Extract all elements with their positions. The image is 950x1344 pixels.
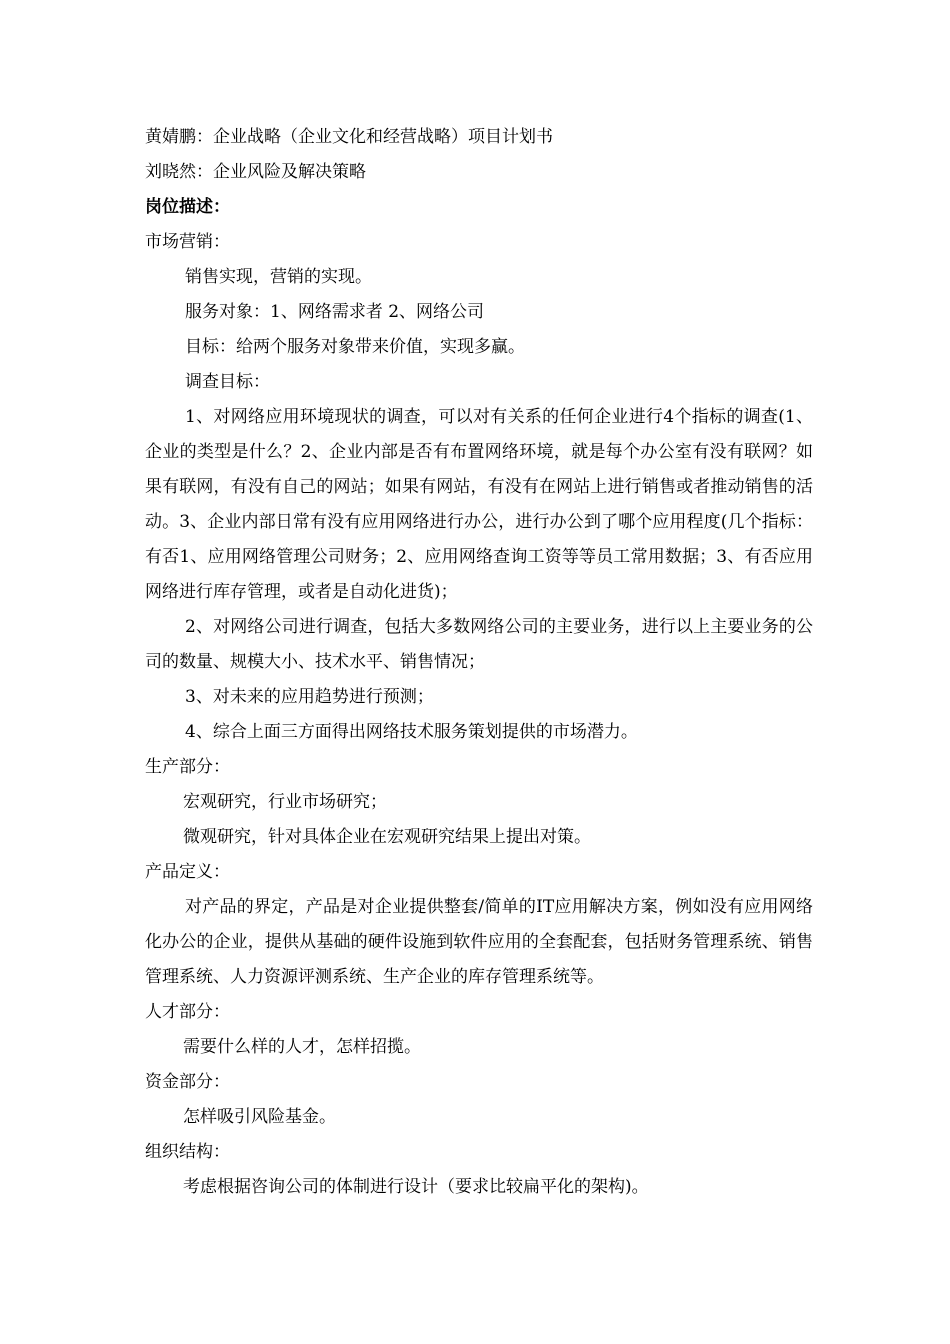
- production-macro: 宏观研究，行业市场研究；: [183, 792, 387, 812]
- survey-item-2: 2、对网络公司进行调查，包括大多数网络公司的主要业务，进行以上主要业务的公司的数量、规模大小、技术水平、销售情况；: [145, 617, 813, 672]
- section-heading-product-definition: 产品定义：: [145, 862, 230, 882]
- section-heading-talent: 人才部分：: [145, 1002, 230, 1022]
- survey-item-1: 1、对网络应用环境现状的调查，可以对有关系的任何企业进行4个指标的调查(1、企业的类型是什么？2、企业内部是否有布置网络环境，就是每个办公室有没有联网？如果有联网，有没有自己的网站；如果有网站，有没有在网站上进行销售或者推动销售的活动。3、企业内部日常有没有应用网络进行办公，进行办公到了哪个应用程度(几个指标：有否1、应用网络管理公司财务；2、应用网络查询工资等等员工常用数据；3、有否应用网络进行库存管理，或者是自动化进货)；: [145, 407, 813, 602]
- survey-item-3: 3、对未来的应用趋势进行预测；: [185, 687, 434, 707]
- marketing-sales-line: 销售实现，营销的实现。: [185, 267, 372, 287]
- production-micro: 微观研究，针对具体企业在宏观研究结果上提出对策。: [183, 827, 591, 847]
- section-heading-funding: 资金部分：: [145, 1072, 230, 1092]
- section-heading-production: 生产部分：: [145, 757, 230, 777]
- talent-line: 需要什么样的人才，怎样招揽。: [183, 1037, 421, 1057]
- section-heading-organization: 组织结构：: [145, 1142, 230, 1162]
- assignment-line-huang: 黄婧鹏：企业战略（企业文化和经营战略）项目计划书: [145, 127, 553, 147]
- marketing-goal: 目标：给两个服务对象带来价值，实现多赢。: [185, 337, 525, 357]
- product-definition-paragraph: 对产品的界定，产品是对企业提供整套/简单的IT应用解决方案，例如没有应用网络化办公的企业，提供从基础的硬件设施到软件应用的全套配套，包括财务管理系统、销售管理系统、人力资源评测系统、生产企业的库存管理系统等。: [145, 897, 813, 987]
- section-heading-marketing: 市场营销：: [145, 232, 230, 252]
- funding-line: 怎样吸引风险基金。: [183, 1107, 336, 1127]
- marketing-service-targets: 服务对象：1、网络需求者 2、网络公司: [185, 302, 485, 322]
- section-heading-job-description: 岗位描述：: [145, 197, 230, 217]
- survey-item-4: 4、综合上面三方面得出网络技术服务策划提供的市场潜力。: [185, 722, 638, 742]
- assignment-line-liu: 刘晓然：企业风险及解决策略: [145, 162, 366, 182]
- document-body: [145, 120, 813, 1205]
- survey-goals-heading: 调查目标：: [185, 372, 270, 392]
- organization-line: 考虑根据咨询公司的体制进行设计（要求比较扁平化的架构)。: [183, 1177, 649, 1197]
